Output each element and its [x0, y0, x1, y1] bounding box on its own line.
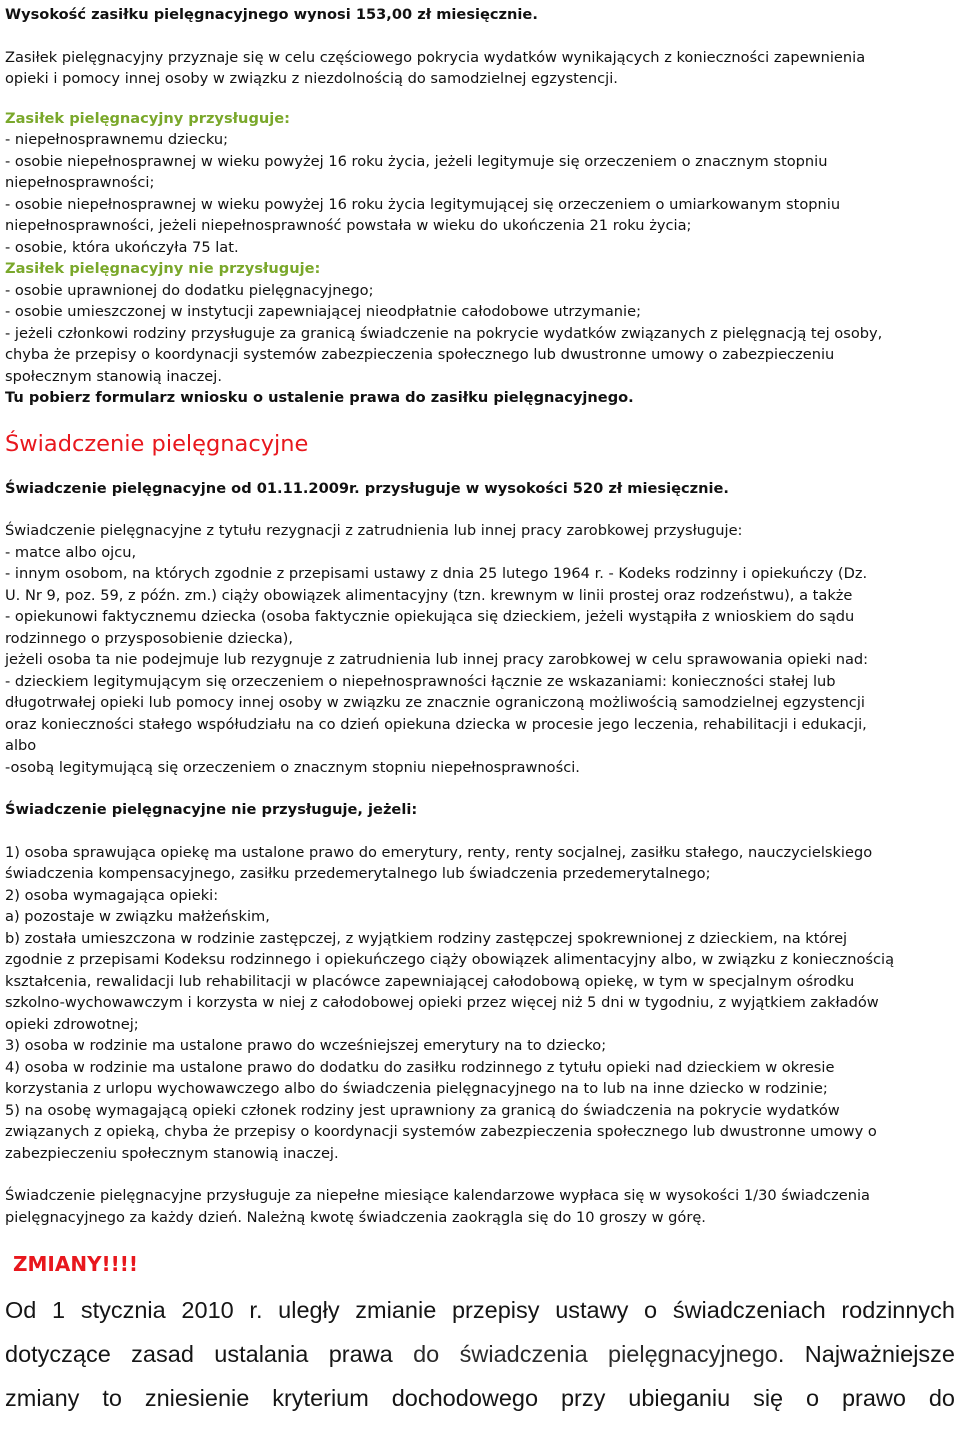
list-item: zgodnie z przepisami Kodeksu rodzinnego i opiekuńczego ciąży obowiązek alimentacyjny albo, w związku z koniecznością [5, 951, 895, 968]
list-item: niepełnosprawności; [5, 174, 155, 191]
spacer [5, 90, 955, 108]
paragraph-line: albo [5, 737, 37, 754]
purpose-paragraph [5, 47, 955, 90]
list-item: - osobie, która ukończyła 75 lat. [5, 238, 239, 256]
paragraph-line: - innym osobom, na których zgodnie z przepisami ustawy z dnia 25 lutego 1964 r. - Kodeks rodzinny i opiekuńczy (Dz. [5, 565, 868, 582]
paragraph-line: pielęgnacyjnego za każdy dzień. Należną kwotę świadczenia zaokrągla się do 10 groszy w górę. [5, 1208, 706, 1226]
list-item: kształcenia, rewalidacji lub rehabilitacji w placówce zapewniającej całodobową opiekę, w tym w specjalnym ośrodku [5, 972, 855, 990]
paragraph-line: jeżeli osoba ta nie podejmuje lub rezygnuje z zatrudnienia lub innej pracy zarobkowej w celu sprawowania opieki nad: [5, 651, 869, 668]
list-item: związanych z opieką, chyba że przepisy o koordynacji systemów zabezpieczenia społecznego lub dwustronne umowy o [5, 1123, 877, 1140]
spacer [5, 26, 955, 47]
paragraph-line: -osobą legitymującą się orzeczeniem o znacznym stopniu niepełnosprawności. [5, 758, 580, 776]
changes-line [5, 1332, 955, 1376]
list-item: - osobie niepełnosprawnej w wieku powyżej 16 roku życia, jeżeli legitymuje się orzeczeniem o znacznym stopniu [5, 152, 828, 170]
list-item: - niepełnosprawnemu dziecku; [5, 131, 228, 148]
allowance-amount-line: Wysokość zasiłku pielęgnacyjnego wynosi 153,00 zł miesięcznie. [5, 6, 538, 23]
purpose-line: Zasiłek pielęgnacyjny przyznaje się w celu częściowego pokrycia wydatków wynikających z konieczności zapewnienia [5, 48, 866, 66]
paragraph-line: Świadczenie pielęgnacyjne przysługuje za niepełne miesiące kalendarzowe wypłaca się w wysokości 1/30 świadczenia [5, 1187, 870, 1204]
list-item: niepełnosprawności, jeżeli niepełnosprawność powstała w wieku do ukończenia 21 roku życia; [5, 217, 692, 234]
list-item: korzystania z urlopu wychowawczego albo do świadczenia pielęgnacyjnego na to lub na inne dziecko w rodzinie; [5, 1080, 828, 1097]
list-item: - osobie niepełnosprawnej w wieku powyżej 16 roku życia legitymującej się orzeczeniem o umiarkowanym stopniu [5, 195, 841, 213]
list-item: - jeżeli członkowi rodziny przysługuje za granicą świadczenie na pokrycie wydatków związanych z pielęgnacją tej osoby, [5, 324, 883, 342]
paragraph-line: - matce albo ojcu, [5, 543, 137, 561]
list-item: opieki zdrowotnej; [5, 1015, 139, 1033]
allowance-not-entitled-list [5, 280, 955, 388]
allowance-entitled-list [5, 129, 955, 258]
changes-line: Od 1 stycznia 2010 r. uległy zmianie przepisy ustawy o świadczeniach rodzinnych [5, 1297, 955, 1323]
list-item: świadczenia kompensacyjnego, zasiłku przedemerytalnego lub świadczenia przedemerytalnego; [5, 865, 711, 882]
spacer [5, 409, 955, 429]
paragraph-line: Świadczenie pielęgnacyjne z tytułu rezygnacji z zatrudnienia lub innej pracy zarobkowej przysługuje: [5, 522, 743, 539]
spacer [5, 778, 955, 799]
benefit-amount-line: Świadczenie pielęgnacyjne od 01.11.2009r. przysługuje w wysokości 520 zł miesięcznie. [5, 479, 729, 497]
allowance-not-entitled-heading: Zasiłek pielęgnacyjny nie przysługuje: [5, 260, 321, 277]
benefit-payment-paragraph [5, 1185, 955, 1228]
changes-heading: ZMIANY!!!! [13, 1252, 139, 1276]
spacer [5, 1164, 955, 1185]
paragraph-line: oraz konieczności stałego współudziału na co dzień opiekuna dziecka w procesie jego leczenia, rehabilitacji i edukacji, [5, 715, 867, 733]
spacer [5, 459, 955, 478]
paragraph-line: długotrwałej opieki lub pomocy innej osoby w związku ze znacznie ograniczoną możliwością samodzielnej egzystencji [5, 694, 865, 711]
list-item: 1) osoba sprawująca opiekę ma ustalone prawo do emerytury, renty, renty socjalnej, zasiłku stałego, nauczycielskiego [5, 843, 873, 861]
purpose-line: opieki i pomocy innej osoby w związku z niezdolnością do samodzielnej egzystencji. [5, 70, 618, 87]
form-download-link[interactable]: Tu pobierz formularz wniosku o ustalenie prawa do zasiłku pielęgnacyjnego. [5, 389, 634, 406]
changes-line: zmiany to zniesienie kryterium dochodowego przy ubieganiu się o prawo do [5, 1385, 955, 1411]
changes-paragraph [5, 1288, 955, 1420]
document-page [5, 0, 955, 1420]
spacer [5, 821, 955, 842]
spacer [5, 1228, 955, 1250]
changes-line-text: . Najważniejsze [777, 1341, 955, 1367]
paragraph-line: U. Nr 9, poz. 59, z późn. zm.) ciąży obowiązek alimentacyjny (tzn. krewnym w linii prostej oraz rodzeństwu), a także [5, 586, 853, 604]
list-item: chyba że przepisy o koordynacji systemów zabezpieczenia społecznego lub dwustronne umowy o zabezpieczeniu [5, 346, 835, 363]
list-item: zabezpieczeniu społecznym stanowią inaczej. [5, 1144, 339, 1162]
changes-line-text: dotyczące zasad ustalania prawa [5, 1341, 414, 1367]
list-item: 2) osoba wymagająca opieki: [5, 886, 219, 904]
list-item: - osobie uprawnionej do dodatku pielęgnacyjnego; [5, 281, 374, 299]
benefit-reference: do świadczenia pielęgnacyjnego [413, 1341, 778, 1367]
list-item: szkolno-wychowawczym i korzysta w niej z całodobowej opieki przez więcej niż 5 dni w tygodniu, z wyjątkiem zakładów [5, 994, 879, 1011]
list-item: - osobie umieszczonej w instytucji zapewniającej nieodpłatnie całodobowe utrzymanie; [5, 303, 641, 320]
list-item: 5) na osobę wymagającą opieki członek rodziny jest uprawniony za granicą do świadczenia na pokrycie wydatków [5, 1101, 840, 1119]
benefit-heading: Świadczenie pielęgnacyjne [5, 430, 309, 457]
paragraph-line: - opiekunowi faktycznemu dziecka (osoba faktycznie opiekująca się dzieckiem, jeżeli wystąpiła z wnioskiem do sądu [5, 608, 855, 625]
spacer [5, 1278, 955, 1288]
benefit-entitled-paragraph [5, 520, 955, 778]
list-item: 4) osoba w rodzinie ma ustalone prawo do dodatku do zasiłku rodzinnego z tytułu opieki nad dzieckiem w okresie [5, 1058, 835, 1076]
benefit-not-entitled-heading: Świadczenie pielęgnacyjne nie przysługuje, jeżeli: [5, 801, 418, 818]
spacer [5, 499, 955, 520]
list-item: a) pozostaje w związku małżeńskim, [5, 908, 270, 925]
paragraph-line: rodzinnego o przysposobienie dziecka), [5, 629, 294, 647]
paragraph-line: - dzieckiem legitymującym się orzeczeniem o niepełnosprawności łącznie ze wskazaniami: konieczności stałej lub [5, 672, 836, 690]
list-item: b) została umieszczona w rodzinie zastępczej, z wyjątkiem rodziny zastępczej spokrewnionej z dzieckiem, na której [5, 929, 848, 947]
benefit-not-entitled-list [5, 842, 955, 1165]
list-item: 3) osoba w rodzinie ma ustalone prawo do wcześniejszej emerytury na to dziecko; [5, 1037, 607, 1054]
list-item: społecznym stanowią inaczej. [5, 367, 222, 385]
allowance-entitled-heading: Zasiłek pielęgnacyjny przysługuje: [5, 109, 291, 127]
